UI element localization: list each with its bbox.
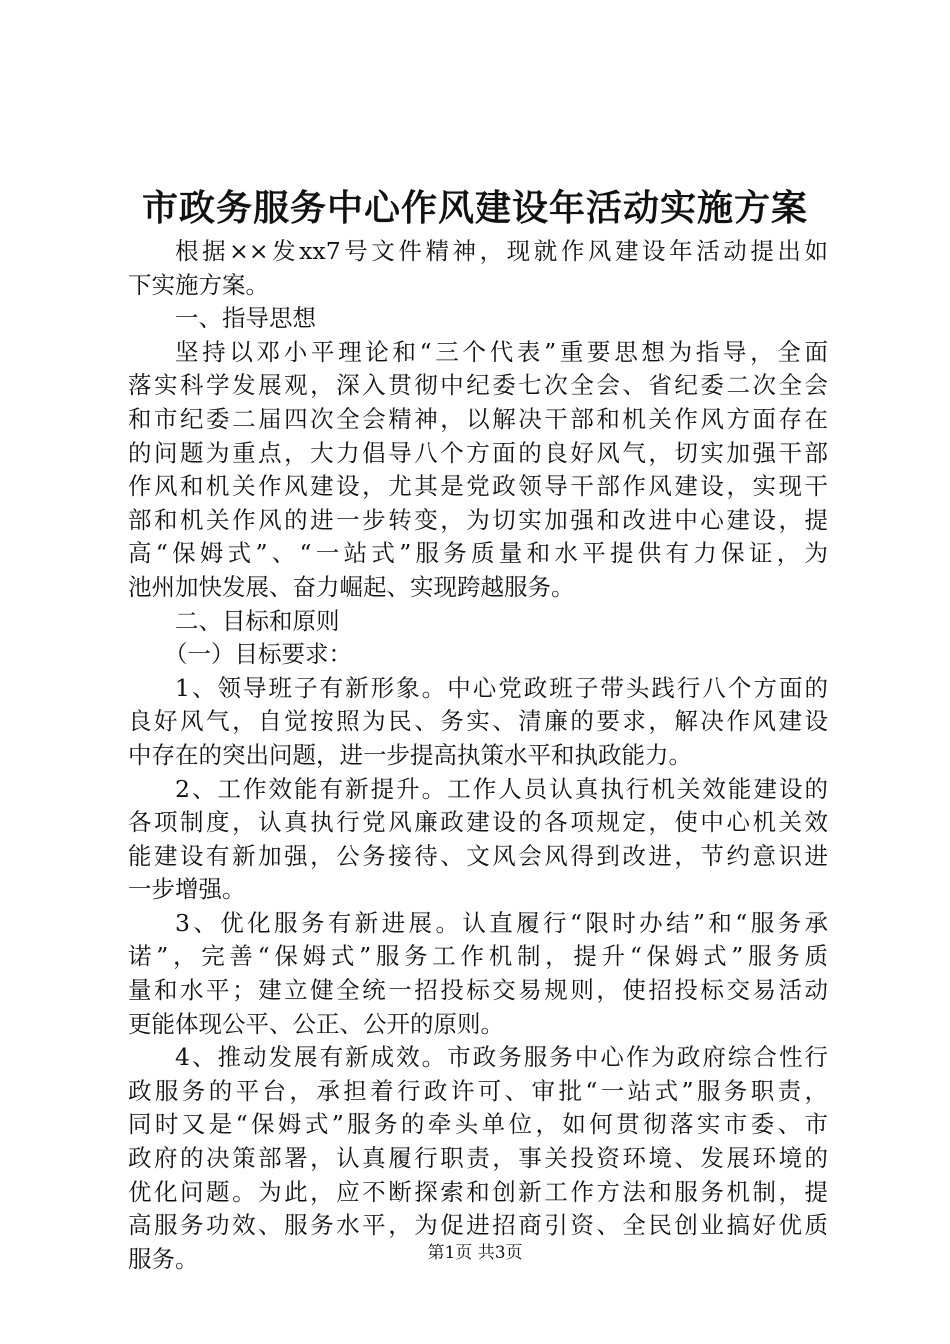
text-line: 下实施方案。 (128, 270, 269, 299)
page-footer: 第1页 共3页 (427, 1243, 523, 1263)
text-line: 根据××发xx7号文件精神，现就作风建设年活动提出如 (175, 237, 828, 265)
text-line: 良好风气，自觉按照为民、务实、清廉的要求，解决作风建设 (128, 707, 828, 736)
subsection-heading: （一）目标要求： (164, 640, 352, 669)
text-line: 政府的决策部署，认真履行职责，事关投资环境、发展环境的 (128, 1144, 828, 1173)
text-line: 2、工作效能有新提升。工作人员认真执行机关效能建设的 (175, 774, 828, 803)
section-heading: 二、目标和原则 (175, 606, 340, 635)
text-line: 服务。 (128, 1244, 199, 1273)
text-line: 池州加快发展、奋力崛起、实现跨越服务。 (128, 572, 575, 601)
text-line: 和市纪委二届四次全会精神，以解决干部和机关作风方面存在 (128, 404, 828, 433)
text-line: 一步增强。 (128, 875, 246, 904)
text-line: 部和机关作风的进一步转变，为切实加强和改进中心建设，提 (128, 505, 828, 534)
text-line: 的问题为重点，大力倡导八个方面的良好风气，切实加强干部 (128, 438, 828, 467)
text-line: 1、领导班子有新形象。中心党政班子带头践行八个方面的 (175, 673, 828, 702)
text-line: 诺”，完善“保姆式”服务工作机制，提升“保姆式”服务质 (128, 942, 828, 971)
text-line: 高“保姆式”、“一站式”服务质量和水平提供有力保证，为 (128, 539, 828, 568)
text-line: 4、推动发展有新成效。市政务服务中心作为政府综合性行 (175, 1043, 828, 1072)
text-line: 坚持以邓小平理论和“三个代表”重要思想为指导，全面 (175, 337, 828, 366)
text-line: 优化问题。为此，应不断探索和创新工作方法和服务机制，提 (128, 1177, 828, 1206)
text-line: 同时又是“保姆式”服务的牵头单位，如何贯彻落实市委、市 (128, 1110, 828, 1139)
document-body (128, 235, 828, 1276)
text-line: 中存在的突出问题，进一步提高执策水平和执政能力。 (128, 740, 692, 769)
text-line: 政服务的平台，承担着行政许可、审批“一站式”服务职责， (128, 1076, 828, 1105)
text-line: 能建设有新加强，公务接待、文风会风得到改进，节约意识进 (128, 841, 828, 870)
text-line: 更能体现公平、公正、公开的原则。 (128, 1009, 504, 1038)
text-line: 各项制度，认真执行党风廉政建设的各项规定，使中心机关效 (128, 808, 828, 837)
text-line: 高服务功效、服务水平，为促进招商引资、全民创业搞好优质 (128, 1211, 828, 1240)
document-title: 市政务服务中心作风建设年活动实施方案 (141, 187, 808, 229)
text-line: 3、优化服务有新进展。认直履行“限时办结”和“服务承 (175, 908, 828, 937)
text-line: 量和水平；建立健全统一招投标交易规则，使招投标交易活动 (128, 976, 828, 1005)
text-line: 落实科学发展观，深入贯彻中纪委七次全会、省纪委二次全会 (128, 371, 828, 400)
section-heading: 一、指导思想 (175, 304, 316, 333)
text-line: 作风和机关作风建设，尤其是党政领导干部作风建设，实现干 (128, 472, 828, 501)
